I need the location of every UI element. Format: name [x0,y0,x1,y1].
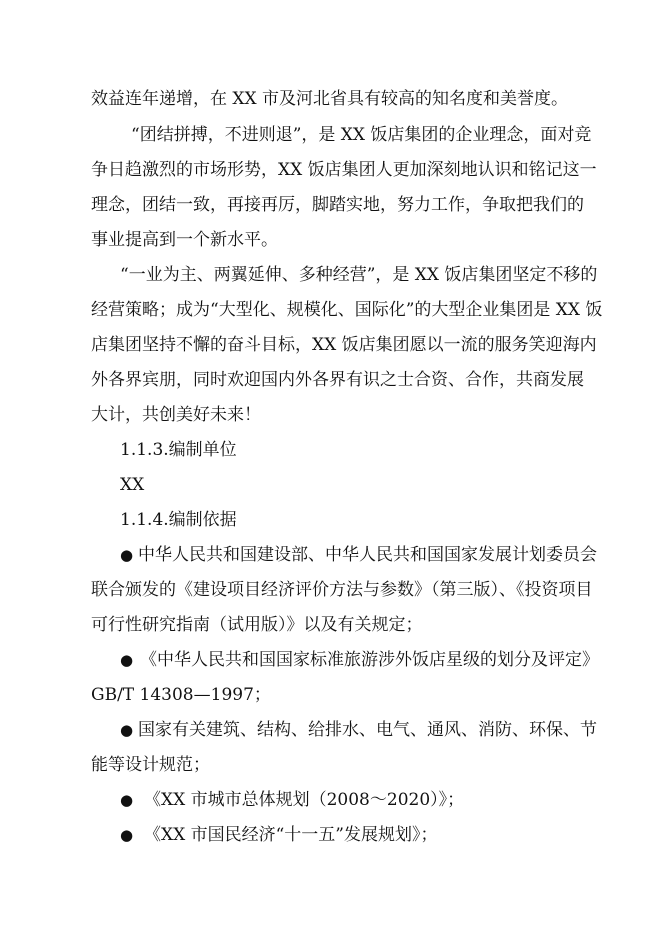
bullet-icon: ● [120,826,134,844]
text-line: 能等设计规范； [91,755,210,775]
bullet-icon: ● [120,651,134,669]
text-line: 效益连年递增，在 XX 市及河北省具有较高的知名度和美誉度。 [91,89,569,109]
text-line: 大计，共创美好未来！ [91,405,261,425]
text-line: 可行性研究指南（试用版）》以及有关规定； [91,615,423,635]
text-line: 理念，团结一致，再接再厉，脚踏实地，努力工作，争取把我们的 [91,195,584,215]
text-line: 外各界宾朋，同时欢迎国内外各界有识之士合资、合作，共商发展 [91,370,584,390]
bullet-icon: ● [120,791,134,809]
text-line: 《XX 市国民经济“十一五”发展规划》； [144,825,438,845]
text-line: XX [120,475,145,495]
section-heading: 1.1.4.编制依据 [120,510,237,530]
text-line: 《中华人民共和国国家标准旅游涉外饭店星级的划分及评定》 [140,650,599,670]
bullet-icon: ● [120,546,134,564]
text-line: 争日趋激烈的市场形势，XX 饭店集团人更加深刻地认识和铭记这一 [91,160,597,180]
text-line: 经营策略；成为“大型化、规模化、国际化”的大型企业集团是 XX 饭 [91,300,603,320]
text-line: 国家有关建筑、结构、给排水、电气、通风、消防、环保、节 [138,720,597,740]
text-line: “一业为主、两翼延伸、多种经营”，是 XX 饭店集团坚定不移的 [120,265,598,285]
text-line: 中华人民共和国建设部、中华人民共和国国家发展计划委员会 [138,545,597,565]
bullet-icon: ● [120,721,134,739]
text-line: 《XX 市城市总体规划（2008～2020）》； [144,790,465,810]
text-line: GB/T 14308—1997； [91,685,271,705]
section-heading: 1.1.3.编制单位 [120,440,237,460]
text-line: “团结拼搏，不进则退”，是 XX 饭店集团的企业理念，面对竞 [131,125,592,145]
text-line: 店集团坚持不懈的奋斗目标，XX 饭店集团愿以一流的服务笑迎海内 [91,335,597,355]
text-line: 事业提高到一个新水平。 [91,230,278,250]
text-line: 联合颁发的《建设项目经济评价方法与参数》（第三版）、《投资项目 [91,580,593,600]
